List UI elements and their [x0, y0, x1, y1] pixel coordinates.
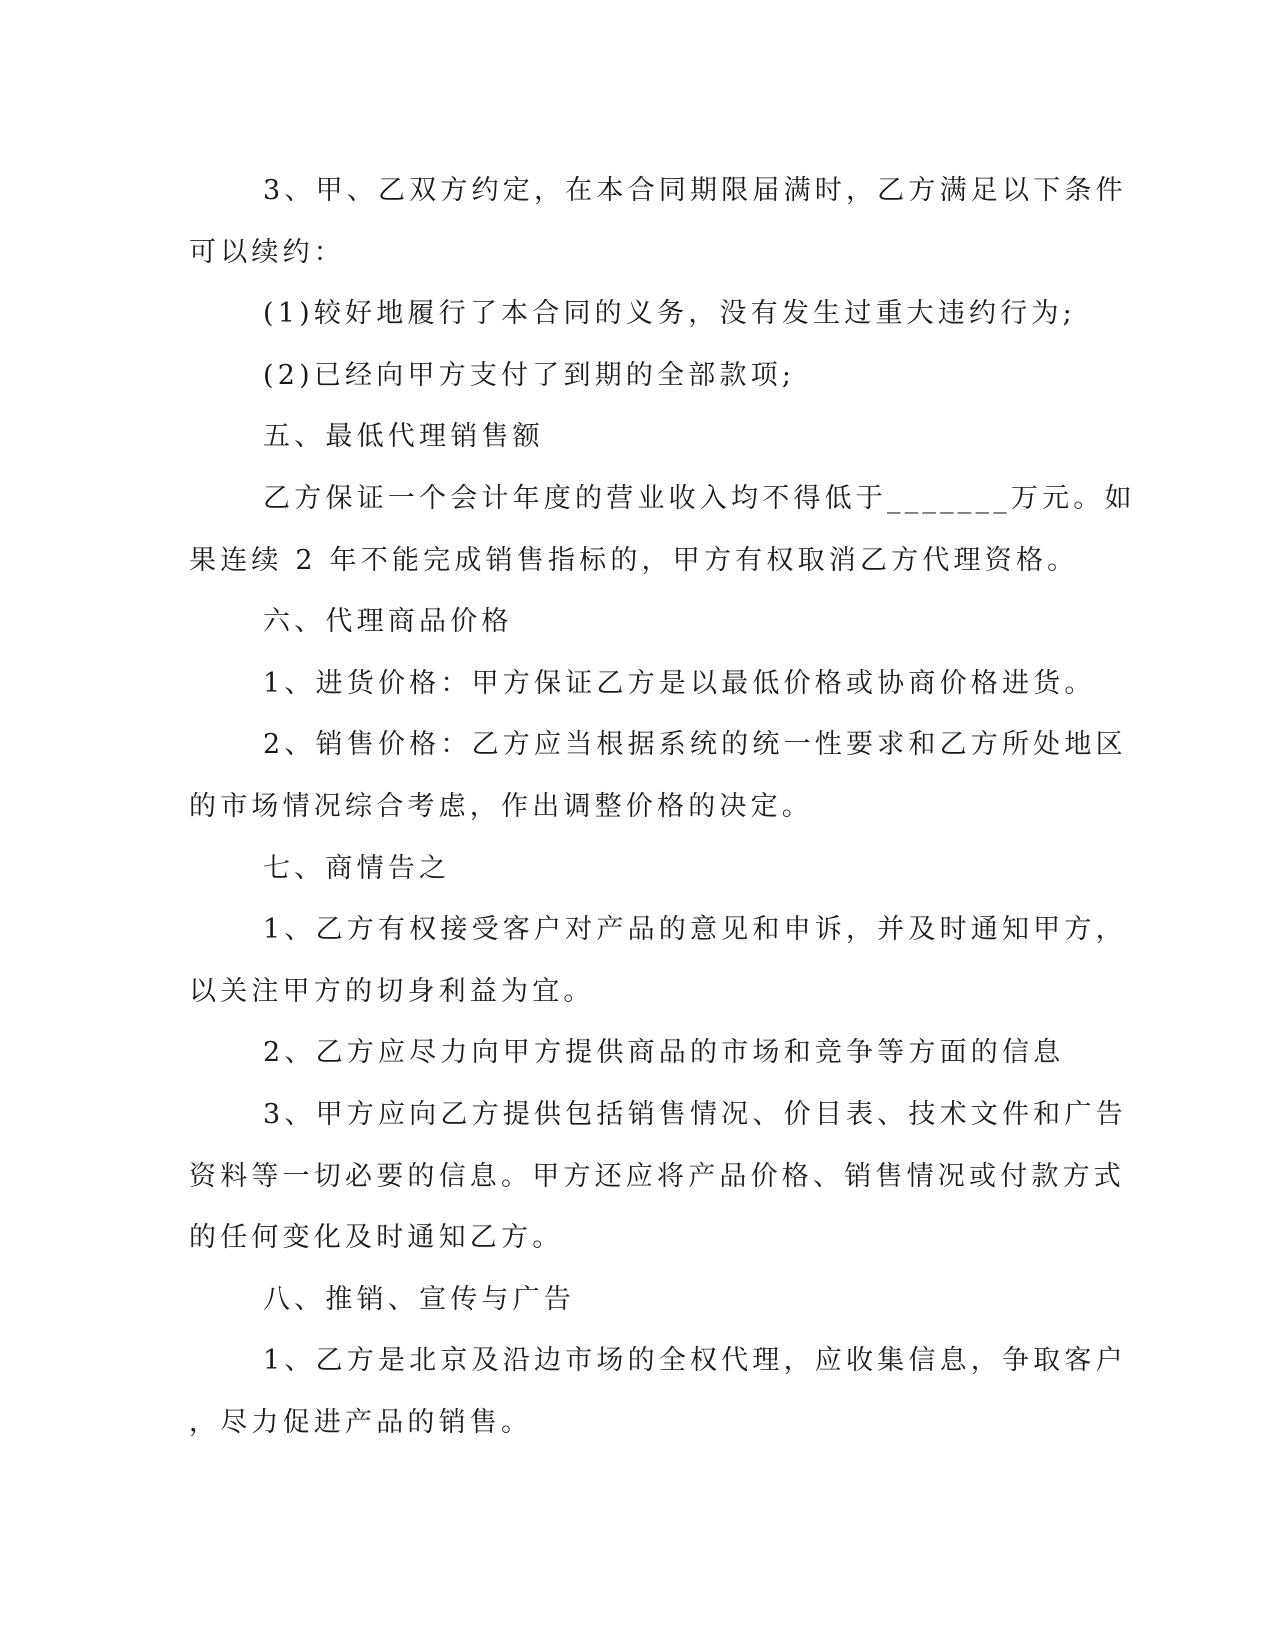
minimum-sales-line-2: 果连续 2 年不能完成销售指标的，甲方有权取消乙方代理资格。 — [189, 544, 1079, 576]
sales-price-clause-line-2: 的市场情况综合考虑，作出调整价格的决定。 — [189, 790, 813, 822]
promotion-clause-1-line-2: ，尽力促进产品的销售。 — [189, 1406, 533, 1438]
market-info-clause-3-line-2: 资料等一切必要的信息。甲方还应将产品价格、销售情况或付款方式 — [189, 1160, 1125, 1192]
market-info-clause-1-line-2: 以关注甲方的切身利益为宜。 — [189, 975, 595, 1007]
clause-renewal-line-1: 3、甲、乙双方约定，在本合同期限届满时，乙方满足以下条件 — [263, 175, 1127, 206]
section-heading-market-info: 七、商情告之 — [263, 852, 451, 884]
market-info-clause-2: 2、乙方应尽力向甲方提供商品的市场和竞争等方面的信息 — [263, 1037, 1065, 1069]
market-info-clause-3-line-3: 的任何变化及时通知乙方。 — [189, 1222, 564, 1254]
clause-renewal-line-2: 可以续约： — [189, 236, 345, 268]
market-info-clause-1-line-1: 1、乙方有权接受客户对产品的意见和申诉，并及时通知甲方， — [263, 914, 1127, 946]
renewal-condition-1: (1)较好地履行了本合同的义务，没有发生过重大违约行为; — [263, 298, 1076, 330]
section-heading-minimum-sales: 五、最低代理销售额 — [263, 421, 544, 453]
purchase-price-clause: 1、进货价格：甲方保证乙方是以最低价格或协商价格进货。 — [263, 667, 1096, 699]
contract-text-body — [189, 160, 1136, 1453]
sales-price-clause-line-1: 2、销售价格：乙方应当根据系统的统一性要求和乙方所处地区 — [263, 729, 1127, 761]
renewal-condition-2: (2)已经向甲方支付了到期的全部款项; — [263, 359, 796, 391]
market-info-clause-3-line-1: 3、甲方应向乙方提供包括销售情况、价目表、技术文件和广告 — [263, 1098, 1127, 1130]
minimum-sales-line-1: 乙方保证一个会计年度的营业收入均不得低于_______万元。如 — [263, 482, 1136, 514]
promotion-clause-1-line-1: 1、乙方是北京及沿边市场的全权代理，应收集信息，争取客户 — [263, 1345, 1127, 1377]
section-heading-promotion: 八、推销、宣传与广告 — [263, 1283, 575, 1315]
section-heading-pricing: 六、代理商品价格 — [263, 606, 513, 638]
